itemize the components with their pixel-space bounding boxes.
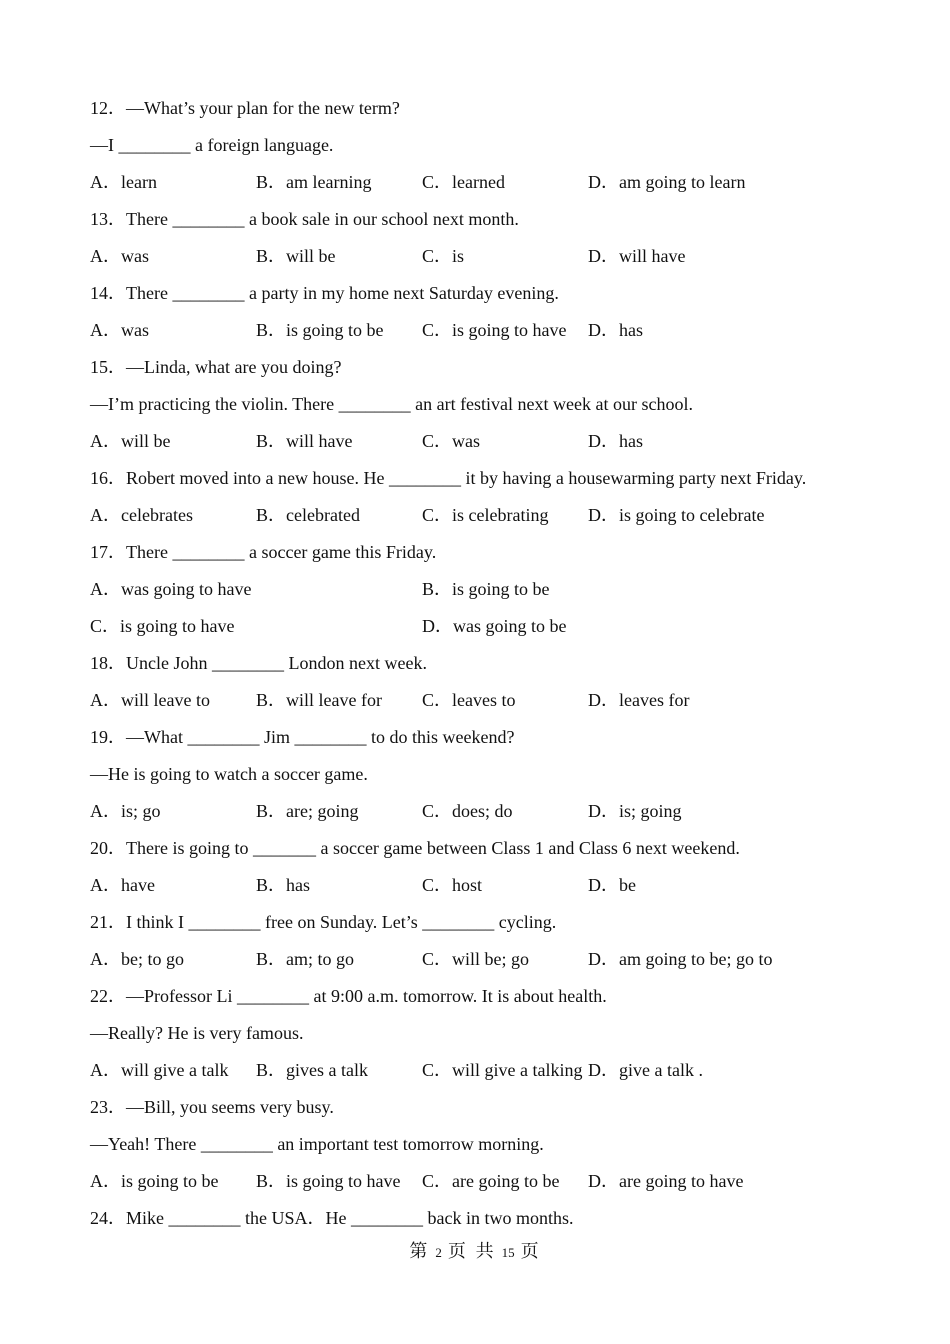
dialogue-line: —I’m practicing the violin. There ________ an art festival next week at our school. — [90, 394, 693, 414]
answer-option — [422, 611, 754, 648]
answer-option — [256, 685, 422, 722]
question-stem: 23．—Bill, you seems very busy. — [90, 1097, 334, 1117]
question-item — [90, 907, 880, 981]
option-letter: D． — [588, 431, 619, 451]
option-letter: C． — [422, 1060, 453, 1080]
option-letter: A． — [90, 320, 121, 340]
answer-option — [422, 315, 588, 352]
option-letter: C． — [422, 801, 453, 821]
option-text: has — [619, 320, 643, 340]
option-letter: C． — [422, 246, 453, 266]
question-item — [90, 1092, 880, 1203]
answer-option — [90, 611, 422, 648]
question-stem: 16．Robert moved into a new house. He ________ it by having a housewarming party next Friday. — [90, 468, 807, 488]
footer-middle: 页 共 — [447, 1241, 496, 1262]
option-text: is celebrating — [452, 505, 549, 525]
option-letter: D． — [588, 949, 619, 969]
option-text: am going to be; go to — [619, 949, 773, 969]
option-text: is; go — [121, 801, 161, 821]
options-row — [90, 574, 880, 611]
page-footer — [0, 1240, 950, 1265]
question-item — [90, 463, 880, 537]
question-stem: 20．There is going to _______ a soccer game between Class 1 and Class 6 next weekend. — [90, 838, 740, 858]
answer-option — [256, 426, 422, 463]
option-letter: C． — [422, 505, 453, 525]
answer-option — [422, 1055, 588, 1092]
question-stem: 24．Mike ________ the USA．He ________ back in two months. — [90, 1208, 574, 1228]
answer-option — [90, 315, 256, 352]
answer-option — [588, 870, 754, 907]
option-letter: C． — [422, 875, 453, 895]
answer-option — [90, 241, 256, 278]
options-row — [90, 500, 880, 537]
option-letter: C． — [422, 320, 453, 340]
question-item — [90, 1203, 880, 1240]
answer-option — [90, 167, 256, 204]
answer-option — [256, 870, 422, 907]
option-text: has — [619, 431, 643, 451]
question-stem: 19．—What ________ Jim ________ to do this weekend? — [90, 727, 515, 747]
option-text: will be — [121, 431, 171, 451]
footer-suffix: 页 — [520, 1241, 541, 1262]
answer-option — [422, 167, 588, 204]
question-stem: 12．—What’s your plan for the new term? — [90, 98, 400, 118]
answer-option — [256, 500, 422, 537]
option-letter: C． — [422, 172, 453, 192]
option-letter: D． — [588, 1060, 619, 1080]
option-text: give a talk . — [619, 1060, 703, 1080]
option-text: be; to go — [121, 949, 184, 969]
option-text: will have — [286, 431, 353, 451]
question-item — [90, 981, 880, 1092]
question-item — [90, 833, 880, 907]
option-text: am going to learn — [619, 172, 746, 192]
option-letter: B． — [256, 1171, 287, 1191]
option-text: will be; go — [452, 949, 530, 969]
option-letter: C． — [422, 949, 453, 969]
answer-option — [422, 574, 754, 611]
option-letter: D． — [422, 616, 453, 636]
option-letter: A． — [90, 431, 121, 451]
answer-option — [90, 796, 256, 833]
answer-option — [588, 241, 754, 278]
answer-option — [90, 1055, 256, 1092]
option-text: celebrates — [121, 505, 193, 525]
option-letter: A． — [90, 801, 121, 821]
option-text: is — [452, 246, 465, 266]
option-text: are going to have — [619, 1171, 744, 1191]
answer-option — [90, 685, 256, 722]
question-item — [90, 204, 880, 278]
answer-option — [422, 685, 588, 722]
option-letter: A． — [90, 949, 121, 969]
option-letter: B． — [256, 949, 287, 969]
answer-option — [588, 500, 765, 537]
answer-option — [90, 500, 256, 537]
option-letter: B． — [256, 1060, 287, 1080]
answer-option — [588, 315, 754, 352]
option-letter: D． — [588, 690, 619, 710]
answer-option — [90, 870, 256, 907]
option-letter: A． — [90, 1171, 121, 1191]
option-text: leaves for — [619, 690, 690, 710]
option-text: am learning — [286, 172, 372, 192]
option-text: host — [452, 875, 483, 895]
option-text: will have — [619, 246, 686, 266]
footer-total-pages: 15 — [501, 1245, 515, 1260]
option-letter: D． — [588, 172, 619, 192]
option-text: will give a talking — [452, 1060, 583, 1080]
dialogue-line: —Really? He is very famous. — [90, 1023, 304, 1043]
options-row — [90, 167, 880, 204]
answer-option — [422, 1166, 588, 1203]
option-letter: B． — [422, 579, 453, 599]
question-stem: 21．I think I ________ free on Sunday. Let’s ________ cycling. — [90, 912, 557, 932]
options-row — [90, 870, 880, 907]
option-text: be — [619, 875, 636, 895]
options-row — [90, 1166, 880, 1203]
option-letter: A． — [90, 875, 121, 895]
option-text: gives a talk — [286, 1060, 368, 1080]
dialogue-line: —Yeah! There ________ an important test tomorrow morning. — [90, 1134, 544, 1154]
option-letter: A． — [90, 172, 121, 192]
dialogue-line: —I ________ a foreign language. — [90, 135, 334, 155]
option-text: will be — [286, 246, 336, 266]
option-letter: C． — [422, 690, 453, 710]
option-text: have — [121, 875, 155, 895]
option-text: is going to be — [121, 1171, 219, 1191]
option-text: was — [121, 320, 149, 340]
option-letter: C． — [422, 431, 453, 451]
question-item — [90, 648, 880, 722]
answer-option — [422, 241, 588, 278]
answer-option — [588, 1166, 754, 1203]
option-text: celebrated — [286, 505, 360, 525]
question-list — [90, 93, 880, 1240]
option-letter: D． — [588, 246, 619, 266]
question-stem: 18．Uncle John ________ London next week. — [90, 653, 427, 673]
options-row — [90, 241, 880, 278]
option-text: will leave to — [121, 690, 210, 710]
footer-prefix: 第 — [409, 1241, 430, 1262]
answer-option — [588, 685, 754, 722]
option-text: was going to be — [453, 616, 567, 636]
options-row — [90, 944, 880, 981]
option-text: will leave for — [286, 690, 382, 710]
option-text: does; do — [452, 801, 513, 821]
option-text: are going to be — [452, 1171, 560, 1191]
question-item — [90, 93, 880, 204]
option-text: was going to have — [121, 579, 252, 599]
option-letter: A． — [90, 1060, 121, 1080]
option-letter: B． — [256, 801, 287, 821]
answer-option — [588, 796, 754, 833]
question-item — [90, 278, 880, 352]
options-row — [90, 611, 880, 648]
answer-option — [90, 944, 256, 981]
answer-option — [588, 167, 754, 204]
option-text: learn — [121, 172, 157, 192]
question-item — [90, 722, 880, 833]
option-letter: B． — [256, 320, 287, 340]
option-text: will give a talk — [121, 1060, 229, 1080]
option-letter: D． — [588, 875, 619, 895]
option-letter: A． — [90, 579, 121, 599]
answer-option — [588, 1055, 754, 1092]
option-letter: D． — [588, 320, 619, 340]
option-text: am; to go — [286, 949, 355, 969]
option-text: is going to be — [286, 320, 384, 340]
footer-page-number: 2 — [435, 1245, 442, 1260]
option-letter: B． — [256, 875, 287, 895]
question-stem: 15．—Linda, what are you doing? — [90, 357, 342, 377]
answer-option — [422, 426, 588, 463]
option-letter: B． — [256, 172, 287, 192]
option-text: was — [452, 431, 481, 451]
option-letter: D． — [588, 801, 619, 821]
answer-option — [422, 944, 588, 981]
option-text: is going to be — [452, 579, 550, 599]
answer-option — [256, 167, 422, 204]
options-row — [90, 685, 880, 722]
option-letter: C． — [90, 616, 121, 636]
answer-option — [256, 796, 422, 833]
answer-option — [422, 796, 588, 833]
question-stem: 22．—Professor Li ________ at 9:00 a.m. tomorrow. It is about health. — [90, 986, 607, 1006]
options-row — [90, 796, 880, 833]
answer-option — [588, 426, 754, 463]
dialogue-line: —He is going to watch a soccer game. — [90, 764, 368, 784]
option-text: has — [286, 875, 311, 895]
options-row — [90, 1055, 880, 1092]
option-letter: C． — [422, 1171, 453, 1191]
option-text: is going to have — [120, 616, 235, 636]
option-letter: B． — [256, 431, 287, 451]
option-letter: B． — [256, 246, 287, 266]
question-item — [90, 537, 880, 648]
answer-option — [588, 944, 773, 981]
question-stem: 17．There ________ a soccer game this Friday. — [90, 542, 437, 562]
question-item — [90, 352, 880, 463]
option-text: learned — [452, 172, 505, 192]
answer-option — [256, 315, 422, 352]
option-text: is going to have — [286, 1171, 401, 1191]
answer-option — [256, 1055, 422, 1092]
option-text: was — [121, 246, 149, 266]
answer-option — [90, 426, 256, 463]
answer-option — [256, 1166, 422, 1203]
question-stem: 13．There ________ a book sale in our school next month. — [90, 209, 519, 229]
question-stem: 14．There ________ a party in my home next Saturday evening. — [90, 283, 559, 303]
option-text: is going to have — [452, 320, 567, 340]
option-letter: A． — [90, 246, 121, 266]
option-text: are; going — [286, 801, 359, 821]
answer-option — [256, 241, 422, 278]
option-letter: B． — [256, 690, 287, 710]
answer-option — [256, 944, 422, 981]
option-letter: D． — [588, 1171, 619, 1191]
options-row — [90, 426, 880, 463]
answer-option — [422, 500, 588, 537]
answer-option — [90, 1166, 256, 1203]
options-row — [90, 315, 880, 352]
option-text: is going to celebrate — [619, 505, 765, 525]
option-text: leaves to — [452, 690, 516, 710]
option-text: is; going — [619, 801, 682, 821]
option-letter: A． — [90, 690, 121, 710]
option-letter: D． — [588, 505, 619, 525]
answer-option — [422, 870, 588, 907]
answer-option — [90, 574, 422, 611]
option-letter: A． — [90, 505, 121, 525]
option-letter: B． — [256, 505, 287, 525]
